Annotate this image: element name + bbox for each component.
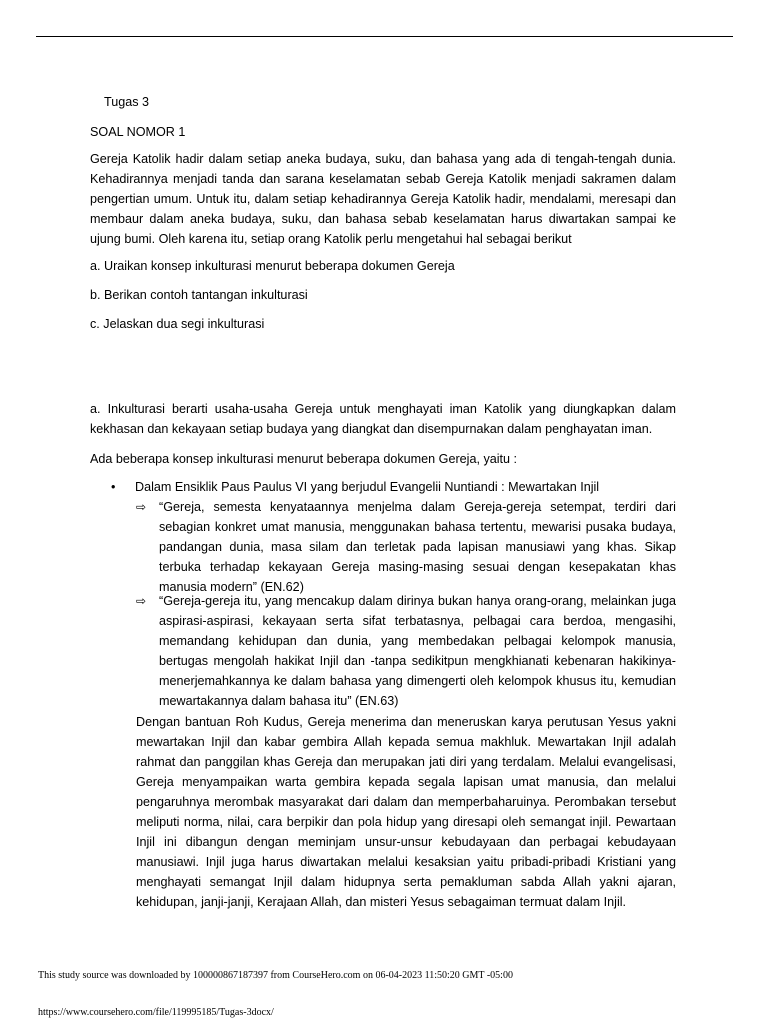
bullet-icon: • [111, 480, 116, 494]
quote-item [136, 591, 676, 711]
download-notice: This study source was downloaded by 100000867187397 from CourseHero.com on 06-04-2023 11:50:20 GMT -05:00 [38, 970, 513, 981]
body-paragraph: Dengan bantuan Roh Kudus, Gereja menerima dan meneruskan karya perutusan Yesus yakni mewartakan Injil dan kabar gembira Allah kepada semua makhluk. Mewartakan Injil adalah rahmat dan panggilan khas Gereja dan merupakan jati diri yang terdalam. Melalui evangelisasi, Gereja menyampaikan warta gembira kepada segala lapisan umat manusia, dan melalui pengaruhnya merombak masyarakat dari dalam dan memperbaharuinya. Perombakan tersebut meliputi norma, nilai, cara berpikir dan pola hidup yang diresapi oleh semangat injil. Pewartaan Injil ini dibangun dengan meminjam unsur-unsur kebudayaan dan perbagai kebudayaan manusiawi. Injil juga harus diwartakan melalui kesaksian yaitu pribadi-pribadi Kristiani yang menghayati semangat Injil dalam hidupnya serta pemakluman sabda Allah yakni ajaran, kehidupan, janji-janji, Kerajaan Allah, dan misteri Yesus sebagaiman termuat dalam Injil. [136, 715, 676, 909]
arrow-icon: ⇨ [136, 500, 147, 514]
answer-a-paragraph: a. Inkulturasi berarti usaha-usaha Gereja untuk menghayati iman Katolik yang diungkapkan dalam kekhasan dan kekayaan setiap budaya yang diangkat dan disempurnakan dalam penghayatan iman. [90, 402, 676, 436]
question-c: c. Jelaskan dua segi inkulturasi [90, 317, 265, 331]
konsep-intro: Ada beberapa konsep inkulturasi menurut beberapa dokumen Gereja, yaitu : [90, 452, 518, 466]
arrow-icon: ⇨ [136, 594, 147, 608]
intro-paragraph: Gereja Katolik hadir dalam setiap aneka budaya, suku, dan bahasa yang ada di tengah-tengah dunia. Kehadirannya menjadi tanda dan sarana keselamatan sebab Gereja Katolik menjadi sakramen dalam pengertian umum. Untuk itu, dalam setiap kehadirannya Gereja Katolik hadir, mendalami, meresapi dan membaur dalam aneka budaya, suku, dan bahasa sebab keselamatan harus diwartakan sampai ke ujung bumi. Oleh karena itu, setiap orang Katolik perlu mengetahui hal sebagai berikut [90, 152, 676, 246]
question-b: b. Berikan contoh tantangan inkulturasi [90, 288, 308, 302]
doc-title: Tugas 3 [104, 95, 150, 109]
quote-item [136, 497, 676, 597]
header-rule [36, 36, 733, 37]
source-url-link[interactable]: https://www.coursehero.com/file/119995185/Tugas-3docx/ [38, 1007, 274, 1018]
quote-text: “Gereja, semesta kenyataannya menjelma dalam Gereja-gereja setempat, terdiri dari sebagian konkret umat manusia, menggunakan bahasa tertentu, mewarisi pusaka budaya, pandangan dunia, masa silam dan terletak pada lapisan manusiawi yang khas. Sikap terbuka terhadap kekayaan Gereja masing-masing sesuai dengan kesepakatan khas manusia modern” (EN.62) [159, 500, 676, 594]
section-heading: SOAL NOMOR 1 [90, 125, 186, 139]
question-a: a. Uraikan konsep inkulturasi menurut beberapa dokumen Gereja [90, 259, 455, 273]
quote-text: “Gereja-gereja itu, yang mencakup dalam dirinya bukan hanya orang-orang, melainkan juga aspirasi-aspirasi, kekayaan serta sifat terbatasnya, pelbagai cara berdoa, mengasihi, memandang kehidupan dan dunia, yang membedakan pelbagai kelompok manusia, bertugas mengolah hakikat Injil dan -tanpa sedikitpun mengkhianati kebenaran hakikinya- menerjemahkannya ke dalam bahasa yang dimengerti oleh kelompok khusus itu, kemudian mewartakannya dalam bahasa itu” (EN.63) [159, 594, 676, 708]
bullet-text: Dalam Ensiklik Paus Paulus VI yang berjudul Evangelii Nuntiandi : Mewartakan Injil [135, 480, 600, 494]
